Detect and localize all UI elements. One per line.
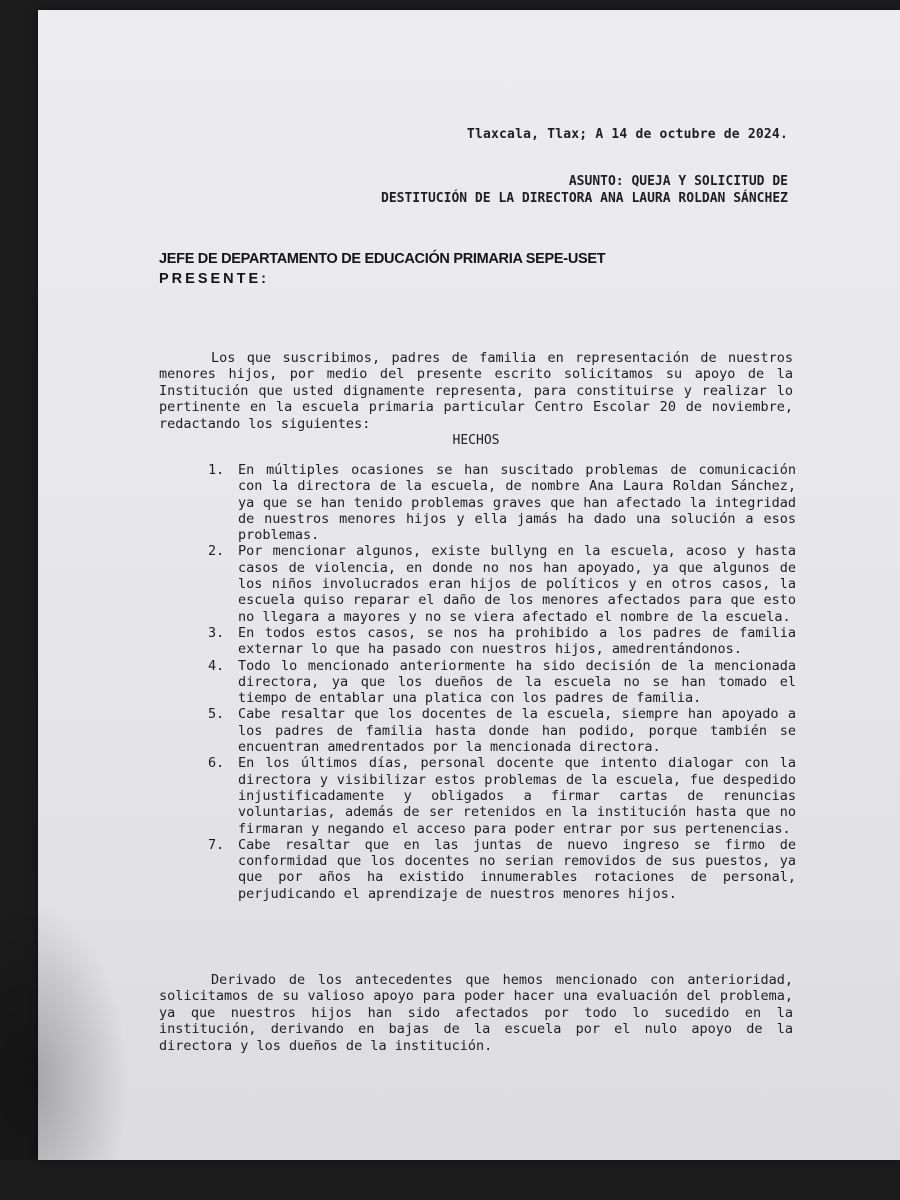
- facts-list: [208, 462, 796, 902]
- fact-item: [208, 625, 796, 658]
- fact-number: 1.: [208, 462, 225, 478]
- fact-text: Cabe resaltar que en las juntas de nuevo ingreso se firmo de conformidad que los docentes no serian removidos de sus puestos, ya que por años ha existido innumerables rotaciones de personal, perjudicando el aprendizaje de nuestros menores hijos.: [238, 836, 796, 902]
- closing-paragraph: Derivado de los antecedentes que hemos mencionado con anterioridad, solicitamos de su valioso apoyo para poder hacer una evaluación del problema, ya que nuestros hijos han sido afectados por todo lo sucedido en la institución, derivando en bajas de la escuela por el nulo apoyo de la directora y los dueños de la institución.: [159, 971, 793, 1054]
- fact-number: 2.: [208, 543, 225, 560]
- fact-text: En todos estos casos, se nos ha prohibido a los padres de familia externar lo que ha pasado con nuestros hijos, amedrentándonos.: [238, 624, 796, 658]
- fact-item: [208, 706, 796, 755]
- recipient-heading: JEFE DE DEPARTAMENTO DE EDUCACIÓN PRIMARIA SEPE-USET: [159, 251, 606, 267]
- fact-item: [208, 462, 796, 543]
- intro-paragraph: Los que suscribimos, padres de familia en representación de nuestros menores hijos, por medio del presente escrito solicitamos su apoyo de la Institución que usted dignamente representa, para constituirse y realizar lo pertinente en la escuela primaria particular Centro Escolar 20 de noviembre, redactando los siguientes:: [159, 349, 793, 432]
- fact-text: Todo lo mencionado anteriormente ha sido decisión de la mencionada directora, ya que los dueños de la escuela no se han tomado el tiempo de entablar una platica con los padres de familia.: [238, 657, 796, 707]
- fact-number: 7.: [208, 836, 225, 853]
- fact-text: Cabe resaltar que los docentes de la escuela, siempre han apoyado a los padres de familia hasta donde han podido, porque también se encuentran amedrentados por la mencionada directora.: [238, 706, 796, 756]
- hechos-heading: HECHOS: [452, 433, 500, 448]
- fact-number: 6.: [208, 755, 225, 772]
- presente-heading: PRESENTE:: [159, 271, 269, 287]
- fact-text: En los últimos días, personal docente que intento dialogar con la directora y visibilizar estos problemas de la escuela, fue despedido injustificadamente y obligados a firmar cartas de renuncias voluntarias, además de ser retenidos en la institución hasta que no firmaran y negando el acceso para poder entrar por sus pertenencias.: [238, 755, 796, 837]
- fact-text: En múltiples ocasiones se han suscitado problemas de comunicación con la directora de la escuela, de nombre Ana Laura Roldan Sánchez, ya que se han tenido problemas graves que han afectado la integridad de nuestros menores hijos y ella jamás ha dado una solución a esos problemas.: [238, 462, 796, 544]
- subject-line-1: ASUNTO: QUEJA Y SOLICITUD DE: [568, 174, 788, 189]
- subject-line-2: DESTITUCIÓN DE LA DIRECTORA ANA LAURA ROLDAN SÁNCHEZ: [381, 191, 788, 206]
- fact-item: [208, 543, 796, 624]
- fact-item: [208, 755, 796, 836]
- fact-number: 4.: [208, 657, 225, 674]
- fact-text: Por mencionar algunos, existe bullyng en la escuela, acoso y hasta casos de violencia, en donde no nos han apoyado, ya que algunos de los niños involucrados eran hijos de políticos y en otros casos, la escuela quiso reparar el daño de los menores afectados para que esto no llegara a mayores y no se viera afectado el nombre de la escuela.: [238, 543, 796, 625]
- fact-item: [208, 658, 796, 707]
- date-line: Tlaxcala, Tlax; A 14 de octubre de 2024.: [466, 127, 788, 142]
- fact-number: 3.: [208, 624, 225, 641]
- fact-number: 5.: [208, 706, 225, 723]
- fact-item: [208, 837, 796, 902]
